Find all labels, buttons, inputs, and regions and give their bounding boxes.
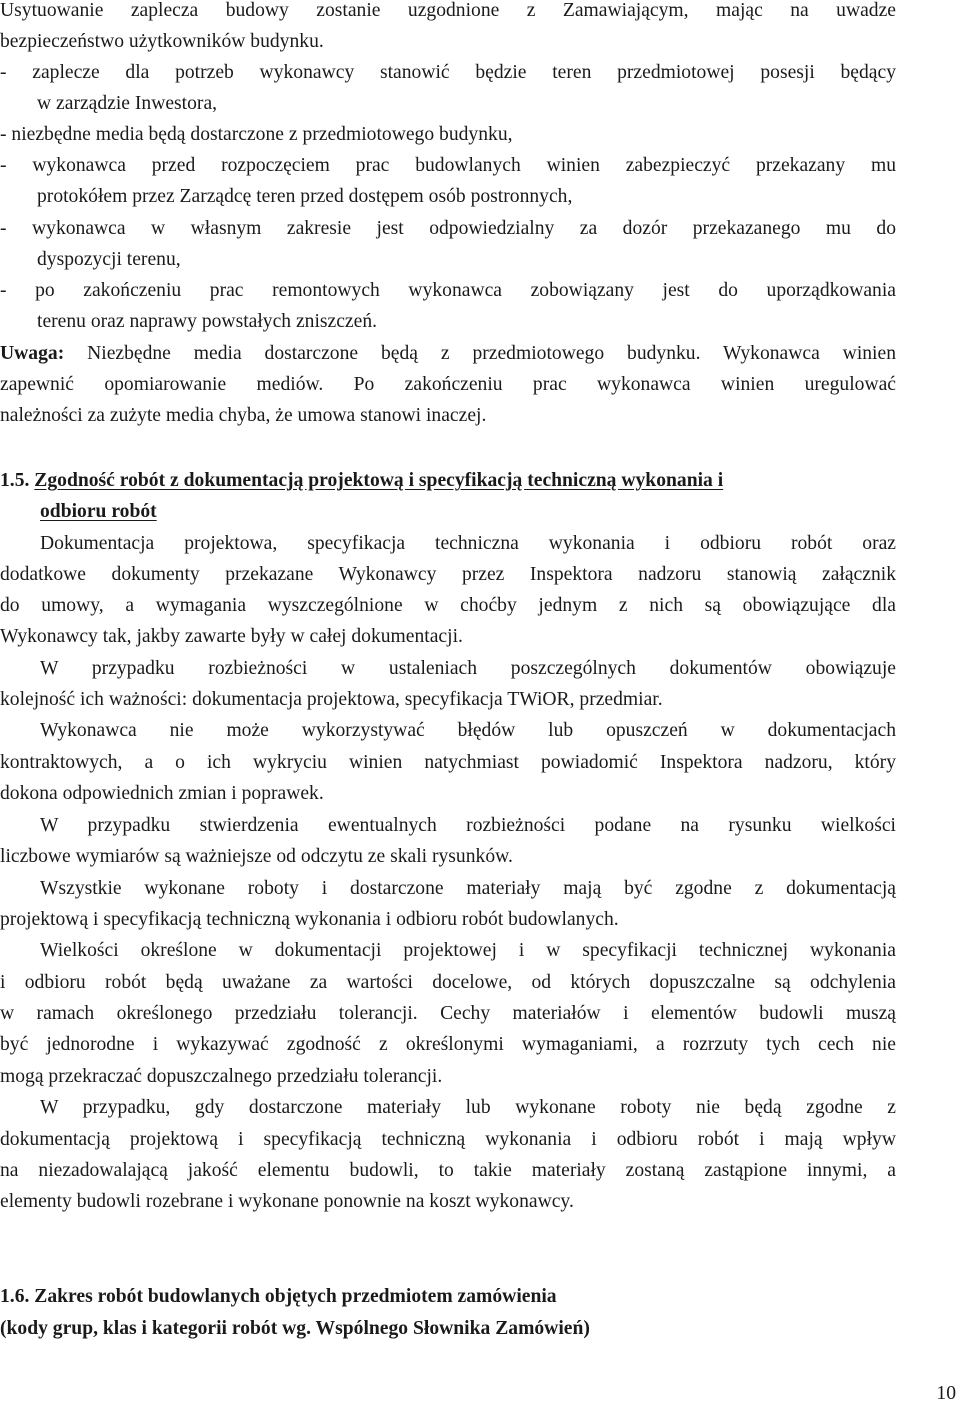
section-title: odbioru robót	[40, 501, 157, 522]
paragraph-line: dokumentacją projektową i specyfikacją techniczną wykonania i odbioru robót i mają wpływ	[0, 1129, 896, 1150]
page-number: 10	[936, 1383, 956, 1404]
paragraph-line: do umowy, a wymagania wyszczególnione w choćby jednym z nich są obowiązujące dla	[0, 595, 896, 616]
section-number: 1.5.	[0, 470, 30, 491]
paragraph-line: być jednorodne i wykazywać zgodność z określonymi wymaganiami, a rozrzuty tych cech nie	[0, 1034, 896, 1055]
list-item: - wykonawca przed rozpoczęciem prac budowlanych winien zabezpieczyć przekazany mu	[0, 155, 896, 176]
paragraph-line: mogą przekraczać dopuszczalnego przedziału tolerancji.	[0, 1066, 443, 1087]
list-item: - niezbędne media będą dostarczone z przedmiotowego budynku,	[0, 124, 513, 145]
list-item-continuation: protokółem przez Zarządcę teren przed dostępem osób postronnych,	[37, 186, 573, 207]
paragraph-line: kolejność ich ważności: dokumentacja projektowa, specyfikacja TWiOR, przedmiar.	[0, 689, 663, 710]
section-title-continuation	[40, 496, 896, 527]
paragraph-line: W przypadku, gdy dostarczone materiały lub wykonane roboty nie będą zgodne z	[40, 1097, 896, 1118]
list-item: - wykonawca w własnym zakresie jest odpowiedzialny za dozór przekazanego mu do	[0, 218, 896, 239]
paragraph-line: i odbioru robót będą uważane za wartości docelowe, od których dopuszczalne są odchylenia	[0, 972, 896, 993]
paragraph-line: dodatkowe dokumenty przekazane Wykonawcy przez Inspektora nadzoru stanowią załącznik	[0, 564, 896, 585]
paragraph-line: elementy budowli rozebrane i wykonane ponownie na koszt wykonawcy.	[0, 1191, 574, 1212]
list-item-continuation: dyspozycji terenu,	[37, 249, 181, 270]
list-item-continuation: terenu oraz naprawy powstałych zniszczeń.	[37, 311, 378, 332]
paragraph-line: kontraktowych, a o ich wykryciu winien natychmiast powiadomić Inspektora nadzoru, który	[0, 752, 896, 773]
paragraph-line: W przypadku rozbieżności w ustaleniach poszczególnych dokumentów obowiązuje	[40, 658, 896, 679]
paragraph-line: Wykonawca nie może wykorzystywać błędów lub opuszczeń w dokumentacjach	[40, 720, 896, 741]
paragraph-line: w ramach określonego przedziału tolerancji. Cechy materiałów i elementów budowli muszą	[0, 1003, 896, 1024]
paragraph-line: Wykonawcy tak, jakby zawarte były w całej dokumentacji.	[0, 626, 463, 647]
section-heading-1-6-continuation: (kody grup, klas i kategorii robót wg. Wspólnego Słownika Zamówień)	[0, 1318, 590, 1339]
paragraph-line: na niezadowalającą jakość elementu budowli, to takie materiały zostaną zastąpione innymi, a	[0, 1160, 896, 1181]
section-heading-1-6: 1.6. Zakres robót budowlanych objętych przedmiotem zamówienia	[0, 1286, 557, 1307]
text-line: bezpieczeństwo użytkowników budynku.	[0, 31, 324, 52]
paragraph-line: projektową i specyfikacją techniczną wykonania i odbioru robót budowlanych.	[0, 909, 619, 930]
paragraph-line: Dokumentacja projektowa, specyfikacja techniczna wykonania i odbioru robót oraz	[40, 533, 896, 554]
text-line: należności za zużyte media chyba, że umowa stanowi inaczej.	[0, 405, 487, 426]
section-title: Zgodność robót z dokumentacją projektową i specyfikacją techniczną wykonania i	[34, 470, 724, 491]
paragraph-line: liczbowe wymiarów są ważniejsze od odczytu ze skali rysunków.	[0, 846, 513, 867]
paragraph-line: Wielkości określone w dokumentacji projektowej i w specyfikacji technicznej wykonania	[40, 940, 896, 961]
section-heading-1-5	[0, 465, 896, 496]
paragraph-line: Wszystkie wykonane roboty i dostarczone materiały mają być zgodne z dokumentacją	[40, 878, 896, 899]
list-item: - po zakończeniu prac remontowych wykonawca zobowiązany jest do uporządkowania	[0, 280, 896, 301]
text-line: Usytuowanie zaplecza budowy zostanie uzgodnione z Zamawiającym, mając na uwadze	[0, 0, 896, 21]
paragraph-line: W przypadku stwierdzenia ewentualnych rozbieżności podane na rysunku wielkości	[40, 815, 896, 836]
text-line: zapewnić opomiarowanie mediów. Po zakończeniu prac wykonawca winien uregulować	[0, 374, 896, 395]
list-item: - zaplecze dla potrzeb wykonawcy stanowić będzie teren przedmiotowej posesji będący	[0, 62, 896, 83]
paragraph-line: dokona odpowiednich zmian i poprawek.	[0, 783, 324, 804]
list-item-continuation: w zarządzie Inwestora,	[37, 93, 218, 114]
note-label: Uwaga:	[0, 343, 65, 364]
note-text: Niezbędne media dostarczone będą z przedmiotowego budynku. Wykonawca winien	[64, 343, 896, 364]
note-line	[0, 338, 896, 369]
